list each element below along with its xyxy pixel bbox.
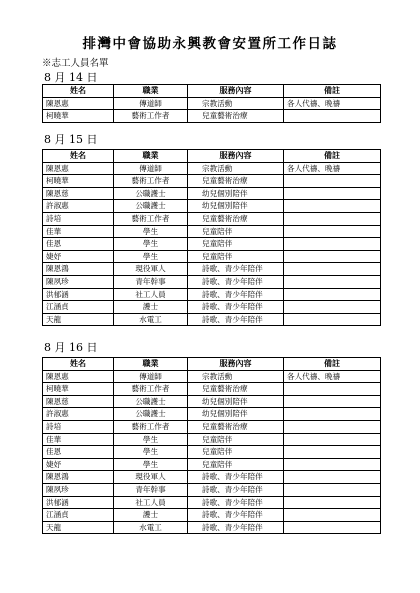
cell-job: 青年幹事 [114, 483, 188, 496]
cell-service: 詩歌、青少年陪伴 [188, 301, 284, 314]
cell-remark [284, 275, 381, 288]
cell-service: 幼兒個別陪伴 [188, 187, 284, 200]
cell-remark: 各人代禱、晚禱 [284, 97, 381, 110]
cell-job: 學生 [114, 446, 188, 459]
header-service: 服務內容 [188, 85, 284, 98]
table-row [43, 301, 381, 314]
volunteer-table-day-2 [42, 149, 381, 326]
date-label-day-2: 8 月 15 日 [44, 133, 98, 146]
cell-remark: 各人代禱、晚禱 [284, 370, 381, 383]
cell-job: 傳道師 [114, 162, 188, 175]
cell-job: 水電工 [114, 521, 188, 534]
header-remark: 備註 [284, 85, 381, 98]
cell-remark [284, 212, 381, 225]
cell-service: 詩歌、青少年陪伴 [188, 521, 284, 534]
cell-name: 許淑惠 [43, 408, 114, 421]
cell-service: 宗教活動 [188, 97, 284, 110]
volunteer-table-day-3 [42, 357, 381, 534]
cell-job: 社工人員 [114, 288, 188, 301]
cell-service: 幼兒個別陪伴 [188, 408, 284, 421]
cell-service: 詩歌、青少年陪伴 [188, 496, 284, 509]
cell-remark [284, 521, 381, 534]
cell-service: 宗教活動 [188, 162, 284, 175]
header-job: 職業 [114, 358, 188, 371]
cell-service: 兒童陪伴 [188, 433, 284, 446]
cell-job: 藝術工作者 [114, 383, 188, 396]
table-row [43, 175, 381, 188]
table-row [43, 187, 381, 200]
cell-service: 兒童陪伴 [188, 238, 284, 251]
cell-job: 學生 [114, 238, 188, 251]
cell-remark [284, 313, 381, 326]
cell-job: 公職護士 [114, 200, 188, 213]
cell-name: 洪郁涵 [43, 496, 114, 509]
cell-job: 學生 [114, 225, 188, 238]
cell-remark [284, 250, 381, 263]
cell-service: 兒童藝術治療 [188, 212, 284, 225]
cell-remark [284, 446, 381, 459]
table-row [43, 250, 381, 263]
header-service: 服務內容 [188, 150, 284, 163]
table-row [43, 110, 381, 123]
cell-service: 詩歌、青少年陪伴 [188, 483, 284, 496]
cell-remark [284, 509, 381, 522]
cell-name: 詩培 [43, 420, 114, 433]
cell-job: 藝術工作者 [114, 420, 188, 433]
header-name: 姓名 [43, 85, 114, 98]
cell-service: 詩歌、青少年陪伴 [188, 275, 284, 288]
cell-job: 社工人員 [114, 496, 188, 509]
cell-name: 陳恩慈 [43, 187, 114, 200]
cell-name: 陳恩鴻 [43, 471, 114, 484]
cell-remark [284, 395, 381, 408]
cell-name: 柯曉華 [43, 175, 114, 188]
table-row [43, 275, 381, 288]
cell-name: 陳夙珍 [43, 275, 114, 288]
table-row [43, 225, 381, 238]
table-row [43, 238, 381, 251]
table-row [43, 97, 381, 110]
cell-name: 江涵貞 [43, 509, 114, 522]
cell-remark [284, 200, 381, 213]
table-header-row [43, 150, 381, 163]
volunteer-list-note: ※志工人員名單 [42, 58, 109, 69]
volunteer-table-day-1 [42, 84, 381, 123]
cell-job: 學生 [114, 433, 188, 446]
header-job: 職業 [114, 150, 188, 163]
cell-job: 護士 [114, 509, 188, 522]
table-row [43, 446, 381, 459]
cell-remark [284, 471, 381, 484]
header-service: 服務內容 [188, 358, 284, 371]
cell-name: 婕妤 [43, 458, 114, 471]
cell-job: 青年幹事 [114, 275, 188, 288]
table-row [43, 212, 381, 225]
cell-service: 兒童陪伴 [188, 446, 284, 459]
cell-remark [284, 420, 381, 433]
cell-job: 學生 [114, 250, 188, 263]
cell-service: 宗教活動 [188, 370, 284, 383]
cell-job: 公職護士 [114, 187, 188, 200]
cell-job: 學生 [114, 458, 188, 471]
cell-remark [284, 433, 381, 446]
table-row [43, 433, 381, 446]
cell-remark [284, 458, 381, 471]
table-row [43, 458, 381, 471]
cell-remark [284, 383, 381, 396]
cell-name: 洪郁涵 [43, 288, 114, 301]
cell-name: 許淑惠 [43, 200, 114, 213]
cell-name: 佳華 [43, 225, 114, 238]
cell-remark [284, 110, 381, 123]
cell-name: 詩培 [43, 212, 114, 225]
cell-remark [284, 225, 381, 238]
cell-remark [284, 408, 381, 421]
header-job: 職業 [114, 85, 188, 98]
table-row [43, 200, 381, 213]
cell-remark [284, 187, 381, 200]
cell-service: 詩歌、青少年陪伴 [188, 509, 284, 522]
table-row [43, 370, 381, 383]
cell-remark [284, 496, 381, 509]
header-name: 姓名 [43, 150, 114, 163]
cell-job: 公職護士 [114, 395, 188, 408]
cell-name: 柯曉華 [43, 110, 114, 123]
cell-service: 詩歌、青少年陪伴 [188, 313, 284, 326]
cell-name: 陳恩惠 [43, 97, 114, 110]
cell-job: 水電工 [114, 313, 188, 326]
table-row [43, 420, 381, 433]
cell-job: 公職護士 [114, 408, 188, 421]
cell-job: 現役軍人 [114, 263, 188, 276]
header-remark: 備註 [284, 150, 381, 163]
table-row [43, 395, 381, 408]
table-row [43, 383, 381, 396]
table-row [43, 509, 381, 522]
cell-service: 兒童藝術治療 [188, 175, 284, 188]
cell-job: 藝術工作者 [114, 175, 188, 188]
cell-service: 兒童藝術治療 [188, 383, 284, 396]
cell-name: 佳恩 [43, 238, 114, 251]
cell-service: 兒童陪伴 [188, 458, 284, 471]
cell-name: 陳恩鴻 [43, 263, 114, 276]
cell-name: 江涵貞 [43, 301, 114, 314]
header-name: 姓名 [43, 358, 114, 371]
cell-name: 陳恩慈 [43, 395, 114, 408]
cell-name: 婕妤 [43, 250, 114, 263]
table-row [43, 521, 381, 534]
cell-service: 詩歌、青少年陪伴 [188, 288, 284, 301]
cell-name: 柯曉華 [43, 383, 114, 396]
cell-name: 天龍 [43, 313, 114, 326]
cell-name: 佳華 [43, 433, 114, 446]
cell-job: 藝術工作者 [114, 212, 188, 225]
cell-service: 兒童陪伴 [188, 225, 284, 238]
cell-service: 兒童藝術治療 [188, 420, 284, 433]
cell-name: 天龍 [43, 521, 114, 534]
date-label-day-1: 8 月 14 日 [44, 71, 98, 84]
cell-service: 兒童陪伴 [188, 250, 284, 263]
cell-remark: 各人代禱、晚禱 [284, 162, 381, 175]
cell-job: 現役軍人 [114, 471, 188, 484]
table-row [43, 483, 381, 496]
table-row [43, 162, 381, 175]
cell-remark [284, 238, 381, 251]
cell-service: 幼兒個別陪伴 [188, 395, 284, 408]
cell-service: 幼兒個別陪伴 [188, 200, 284, 213]
cell-service: 詩歌、青少年陪伴 [188, 263, 284, 276]
table-row [43, 288, 381, 301]
table-row [43, 471, 381, 484]
header-remark: 備註 [284, 358, 381, 371]
table-row [43, 263, 381, 276]
cell-service: 兒童藝術治療 [188, 110, 284, 123]
cell-remark [284, 483, 381, 496]
cell-name: 陳恩惠 [43, 162, 114, 175]
cell-name: 陳恩惠 [43, 370, 114, 383]
cell-job: 藝術工作者 [114, 110, 188, 123]
date-label-day-3: 8 月 16 日 [44, 341, 98, 354]
cell-remark [284, 301, 381, 314]
table-header-row [43, 358, 381, 371]
cell-name: 陳夙珍 [43, 483, 114, 496]
cell-remark [284, 175, 381, 188]
table-row [43, 408, 381, 421]
cell-job: 傳道師 [114, 370, 188, 383]
cell-job: 傳道師 [114, 97, 188, 110]
cell-service: 詩歌、青少年陪伴 [188, 471, 284, 484]
table-header-row [43, 85, 381, 98]
table-row [43, 496, 381, 509]
cell-job: 護士 [114, 301, 188, 314]
cell-name: 佳恩 [43, 446, 114, 459]
document-title: 排灣中會協助永興教會安置所工作日誌 [82, 36, 338, 52]
table-row [43, 313, 381, 326]
cell-remark [284, 263, 381, 276]
cell-remark [284, 288, 381, 301]
